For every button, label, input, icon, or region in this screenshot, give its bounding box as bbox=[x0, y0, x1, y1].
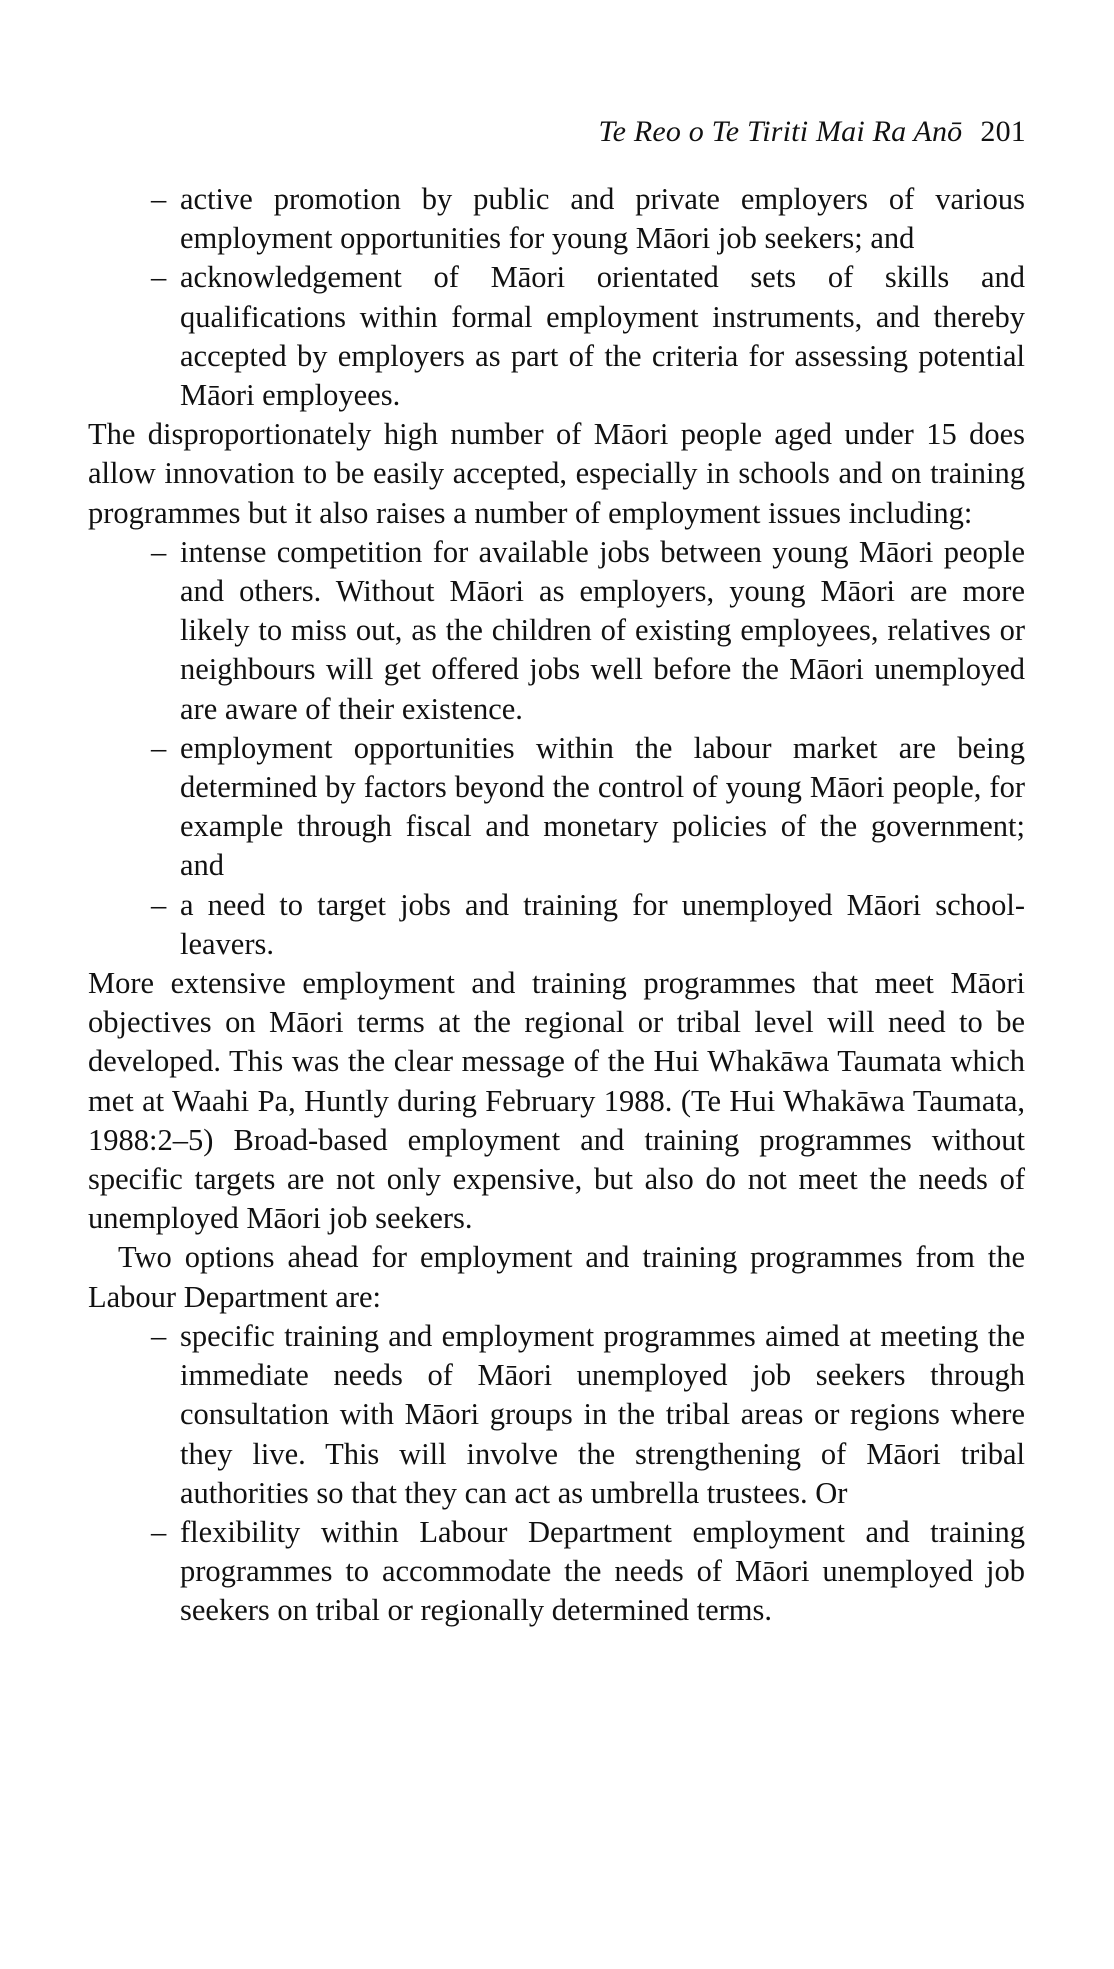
list-item: – specific training and employment programmes aimed at meeting the immediate needs of Māori unemployed job seekers through consultation with Māori groups in the tribal areas or regions where they live. This will involve the strengthening of Māori tribal authorities so that they can act as umbrella trustees. Or bbox=[151, 1318, 1025, 1510]
paragraph: More extensive employment and training programmes that meet Māori objectives on Māori terms at the regional or tribal level will need to be developed. This was the clear message of the Hui Whakāwa Taumata which met at Waahi Pa, Huntly during February 1988. (Te Hui Whakāwa Taumata, 1988:2–5) Broad-based employment and training programmes without specific targets are not only expensive, but also do not meet the needs of unemployed Māori job seekers. bbox=[88, 966, 1025, 1236]
list-item: – intense competition for available jobs between young Māori people and others. Without Māori as employers, young Māori are more likely to miss out, as the children of existing employees, relatives or neighbours will get offered jobs well before the Māori unemployed are aware of their existence. bbox=[151, 534, 1025, 726]
page-number: 201 bbox=[980, 115, 1026, 148]
dash-marker: – bbox=[151, 730, 167, 765]
bullet-list-2 bbox=[88, 533, 1025, 964]
dash-marker: – bbox=[151, 182, 167, 216]
list-item: – flexibility within Labour Department employment and training programmes to accommodate the needs of Māori unemployed job seekers on tribal or regionally determined terms. bbox=[151, 1514, 1025, 1628]
list-item: – active promotion by public and private employers of various employment opportunities for young Māori job seekers; and bbox=[151, 182, 1025, 256]
dash-marker: – bbox=[151, 260, 167, 295]
running-title: Te Reo o Te Tiriti Mai Ra Anō bbox=[598, 115, 963, 148]
dash-marker: – bbox=[151, 1514, 167, 1549]
dash-marker: – bbox=[151, 887, 167, 922]
dash-marker: – bbox=[151, 1318, 167, 1353]
dash-marker: – bbox=[151, 534, 167, 569]
list-item: – acknowledgement of Māori orientated sets of skills and qualifications within formal employment instruments, and thereby accepted by employers as part of the criteria for assessing potential Māori employees. bbox=[151, 260, 1025, 413]
list-item: – a need to target jobs and training for unemployed Māori school-leavers. bbox=[151, 887, 1025, 961]
body-text bbox=[88, 180, 1025, 1631]
bullet-list-1 bbox=[88, 180, 1025, 415]
bullet-list-3 bbox=[88, 1317, 1025, 1631]
paragraph: The disproportionately high number of Māori people aged under 15 does allow innovation to be easily accepted, especially in schools and on training programmes but it also raises a number of employment issues including: bbox=[88, 417, 1025, 530]
paragraph: Two options ahead for employment and training programmes from the Labour Department are: bbox=[88, 1240, 1025, 1314]
running-header bbox=[598, 112, 1026, 152]
list-item: – employment opportunities within the labour market are being determined by factors beyond the control of young Māori people, for example through fiscal and monetary policies of the government; and bbox=[151, 730, 1025, 883]
